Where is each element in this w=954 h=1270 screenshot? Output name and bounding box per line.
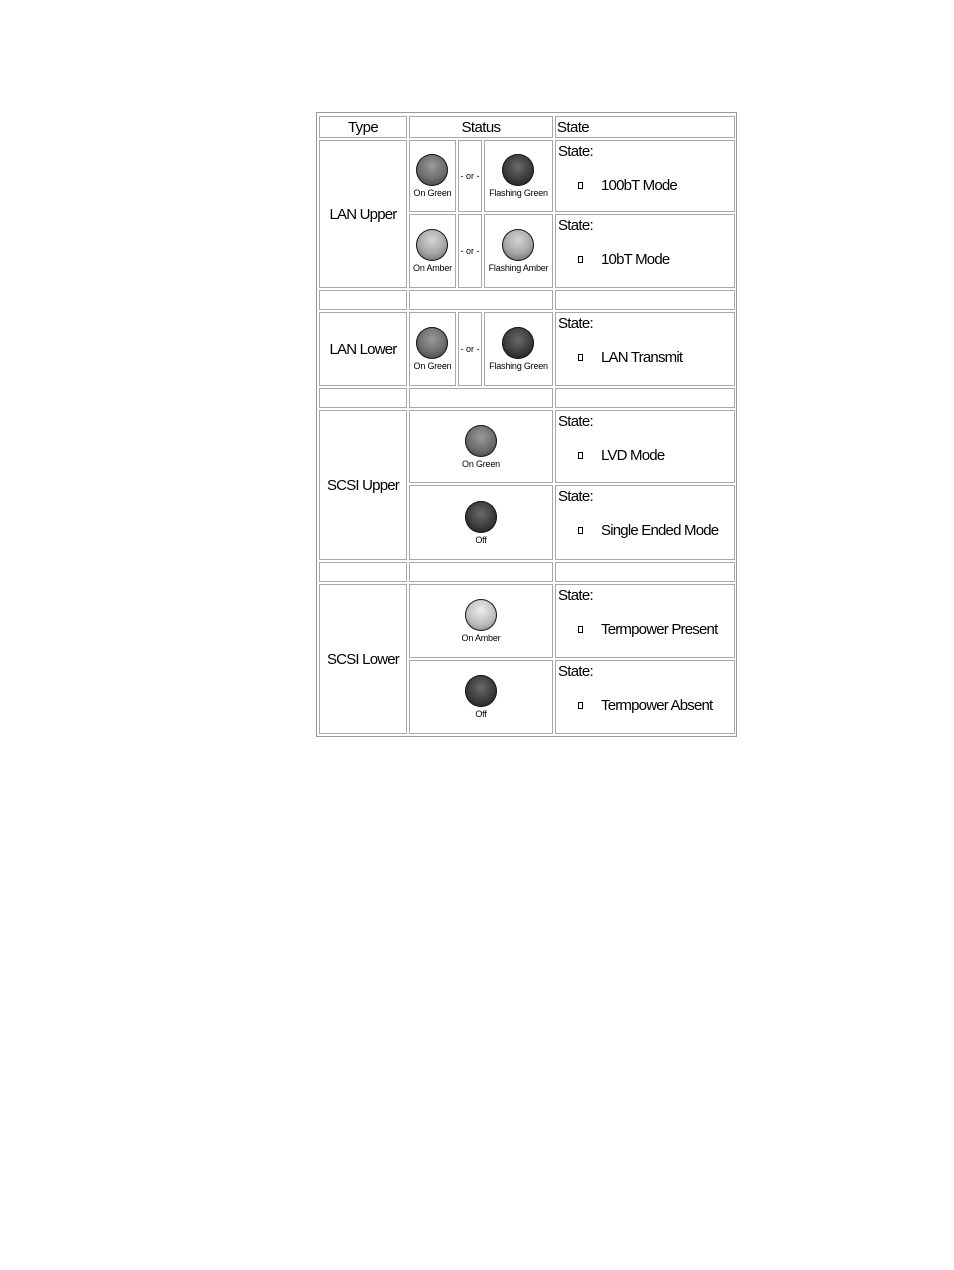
bullet-icon: [578, 354, 583, 361]
state-cell: [555, 660, 735, 734]
spacer-cell: [319, 388, 407, 408]
state-item: [578, 349, 682, 366]
state-item: [578, 621, 717, 638]
led-cell: [409, 410, 553, 483]
spacer-cell: [555, 388, 735, 408]
led-indicator: [489, 229, 549, 273]
led-cell: [409, 140, 456, 212]
state-item: [578, 177, 677, 194]
state-value: LAN Transmit: [601, 349, 683, 366]
spacer-cell: [555, 290, 735, 310]
led-cell: [409, 584, 553, 658]
spacer-cell: [319, 562, 407, 582]
led-status-table: [316, 112, 737, 737]
state-cell: [555, 410, 735, 483]
led-cell: [484, 214, 553, 288]
led-indicator: [489, 154, 548, 198]
header-state: State: [555, 116, 735, 138]
bullet-icon: [578, 626, 583, 633]
led-caption: Flashing Green: [489, 188, 548, 198]
led-on-green-icon: [416, 154, 448, 186]
header-type: Type: [319, 116, 407, 138]
state-cell: [555, 485, 735, 560]
spacer-cell: [409, 290, 553, 310]
led-flashing-amber-icon: [502, 229, 534, 261]
led-indicator: [465, 501, 497, 545]
state-caption: State:: [558, 143, 593, 160]
state-value: LVD Mode: [601, 447, 665, 464]
state-caption: State:: [558, 413, 593, 430]
state-item: [578, 251, 669, 268]
led-caption: On Green: [413, 188, 452, 198]
bullet-icon: [578, 256, 583, 263]
or-separator: - or -: [458, 140, 482, 212]
state-value: Termpower Present: [601, 621, 718, 638]
led-on-green-icon: [416, 327, 448, 359]
state-value: Termpower Absent: [601, 697, 713, 714]
state-cell: [555, 584, 735, 658]
state-caption: State:: [558, 663, 593, 680]
spacer-cell: [319, 290, 407, 310]
led-flashing-green-icon: [502, 154, 534, 186]
led-cell: [409, 312, 456, 386]
state-value: 10bT Mode: [601, 251, 670, 268]
bullet-icon: [578, 527, 583, 534]
type-scsi-lower: SCSI Lower: [319, 584, 407, 734]
state-value: 100bT Mode: [601, 177, 677, 194]
led-caption: Flashing Amber: [488, 263, 549, 273]
led-caption: Flashing Green: [489, 361, 548, 371]
or-separator: - or -: [458, 214, 482, 288]
type-lan-lower: LAN Lower: [319, 312, 407, 386]
led-on-amber-icon: [416, 229, 448, 261]
type-lan-upper: LAN Upper: [319, 140, 407, 288]
state-caption: State:: [558, 315, 593, 332]
led-indicator: [414, 327, 452, 371]
led-off-icon: [465, 675, 497, 707]
spacer-cell: [555, 562, 735, 582]
led-caption: Off: [475, 534, 487, 545]
led-cell: [484, 312, 553, 386]
state-cell: [555, 312, 735, 386]
led-indicator: [462, 599, 501, 643]
or-separator: - or -: [458, 312, 482, 386]
bullet-icon: [578, 702, 583, 709]
led-flashing-green-icon: [502, 327, 534, 359]
spacer-cell: [409, 388, 553, 408]
led-cell: [484, 140, 553, 212]
state-value: Single Ended Mode: [601, 522, 719, 539]
led-caption: Off: [475, 709, 487, 719]
state-caption: State:: [558, 217, 593, 234]
led-indicator: [489, 327, 548, 371]
led-indicator: [462, 425, 500, 469]
led-caption: On Amber: [461, 633, 501, 643]
led-indicator: [465, 675, 497, 719]
header-status: Status: [409, 116, 553, 138]
led-off-icon: [465, 501, 497, 533]
led-cell: [409, 214, 456, 288]
led-on-amber-icon: [465, 599, 497, 631]
led-on-green-icon: [465, 425, 497, 457]
led-indicator: [413, 229, 452, 273]
led-caption: On Amber: [413, 263, 452, 273]
led-cell: [409, 485, 553, 560]
state-cell: [555, 140, 735, 212]
type-scsi-upper: SCSI Upper: [319, 410, 407, 560]
state-item: [578, 447, 664, 464]
led-indicator: [414, 154, 452, 198]
bullet-icon: [578, 182, 583, 189]
state-caption: State:: [558, 488, 593, 505]
state-caption: State:: [558, 587, 593, 604]
led-caption: On Green: [462, 458, 500, 469]
spacer-cell: [409, 562, 553, 582]
led-cell: [409, 660, 553, 734]
state-cell: [555, 214, 735, 288]
state-item: [578, 522, 718, 539]
led-caption: On Green: [413, 361, 452, 371]
bullet-icon: [578, 452, 583, 459]
state-item: [578, 697, 712, 714]
